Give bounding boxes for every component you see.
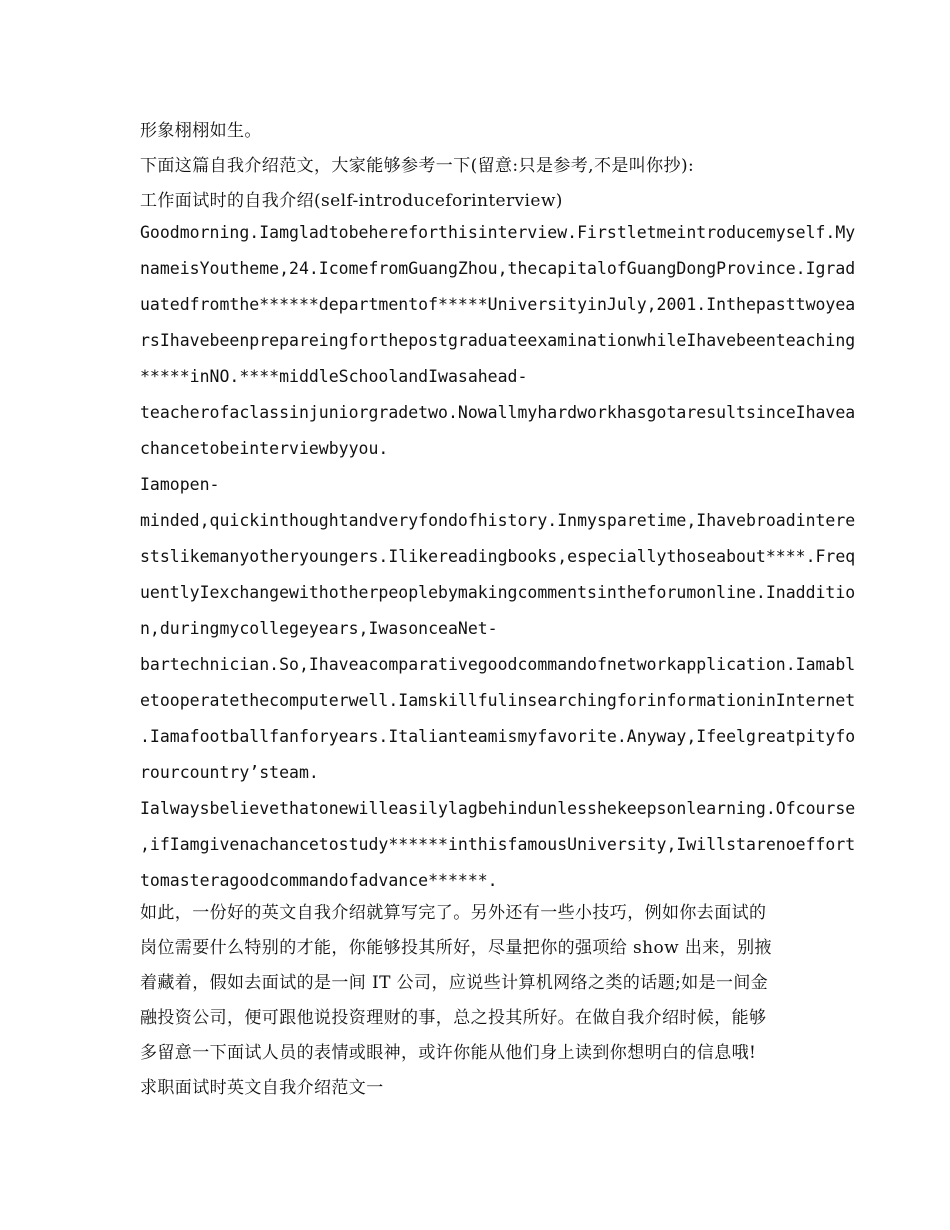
text-line: 岗位需要什么特别的才能，你能够投其所好，尽量把你的强项给 show 出来，别掖 — [140, 938, 772, 958]
text-line: *****inNO.****middleSchoolandIwasahead- — [140, 367, 528, 386]
text-line: uatedfromthe******departmentof*****UniversityinJuly,2001.Inthepasttwoyea — [140, 295, 856, 314]
text-line: teacherofaclassinjuniorgradetwo.NowallmyhardworkhasgotaresultsinceIhavea — [140, 403, 856, 422]
text-line: 多留意一下面试人员的表情或眼神，或许你能从他们身上读到你想明白的信息哦! — [140, 1043, 757, 1063]
text-line: 下面这篇自我介绍范文，大家能够参考一下(留意:只是参考,不是叫你抄): — [140, 156, 695, 176]
text-line: 融投资公司，便可跟他说投资理财的事，总之投其所好。在做自我介绍时候，能够 — [140, 1008, 767, 1028]
text-line: chancetobeinterviewbyyou. — [140, 439, 389, 458]
text-line: Ialwaysbelievethatonewilleasilylagbehindunlesshekeepsonlearning.Ofcourse — [140, 799, 856, 818]
text-line: tomasteragoodcommandofadvance******. — [140, 871, 498, 890]
text-line: 如此，一份好的英文自我介绍就算写完了。另外还有一些小技巧，例如你去面试的 — [140, 903, 767, 923]
text-line: Goodmorning.Iamgladtobehereforthisinterview.Firstletmeintroducemyself.My — [140, 223, 856, 242]
text-line: 工作面试时的自我介绍(self-introduceforinterview) — [140, 191, 563, 211]
text-line: n,duringmycollegeyears,IwasonceaNet- — [140, 619, 498, 638]
text-line: rourcountry’steam. — [140, 763, 319, 782]
text-line: stslikemanyotheryoungers.Ilikereadingbooks,especiallythoseabout****.Freq — [140, 547, 856, 566]
text-line: .Iamafootballfanforyears.Italianteamismyfavorite.Anyway,Ifeelgreatpityfo — [140, 727, 856, 746]
text-line: 形象栩栩如生。 — [140, 121, 262, 141]
text-line: etooperatethecomputerwell.IamskillfulinsearchingforinformationinInternet — [140, 691, 856, 710]
text-line: ,ifIamgivenachancetostudy******inthisfamousUniversity,Iwillstarenoeffort — [140, 835, 856, 854]
text-line: 着藏着，假如去面试的是一间 IT 公司，应说些计算机网络之类的话题;如是一间金 — [140, 973, 769, 993]
text-line: rsIhavebeenprepareingforthepostgraduateexaminationwhileIhavebeenteaching — [140, 331, 856, 350]
text-line: nameisYoutheme,24.IcomefromGuangZhou,thecapitalofGuangDongProvince.Igrad — [140, 259, 856, 278]
text-line: Iamopen- — [140, 475, 220, 494]
text-line: bartechnician.So,Ihaveacomparativegoodcommandofnetworkapplication.Iamabl — [140, 655, 856, 674]
text-line: uentlyIexchangewithotherpeoplebymakingcommentsintheforumonline.Inadditio — [140, 583, 856, 602]
text-line: 求职面试时英文自我介绍范文一 — [140, 1078, 384, 1098]
text-line: minded,quickinthoughtandveryfondofhistory.Inmysparetime,Ihavebroadintere — [140, 511, 856, 530]
